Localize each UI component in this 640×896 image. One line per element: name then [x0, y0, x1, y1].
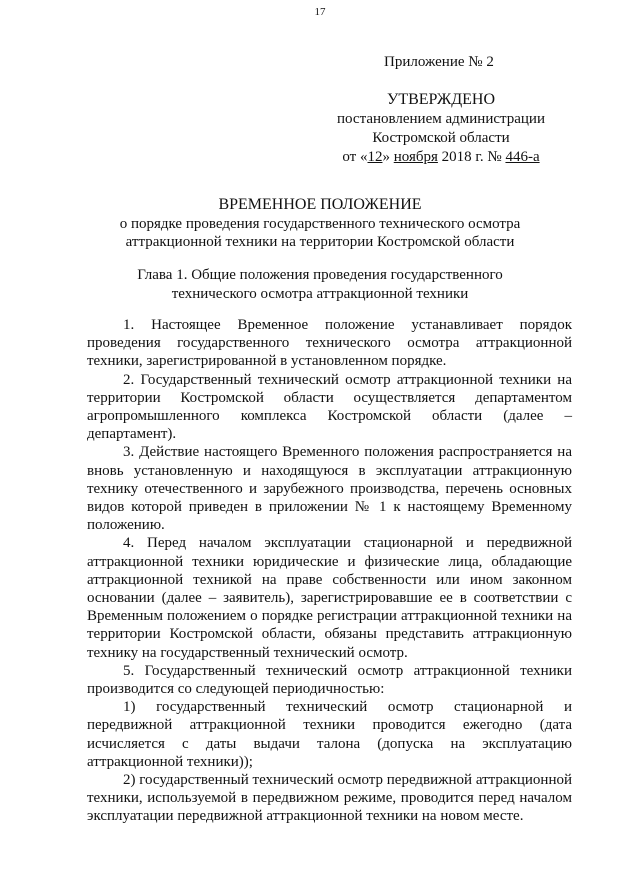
- approval-line-2: Костромской области: [372, 130, 510, 146]
- document-subtitle-line-1: о порядке проведения государственного технического осмотра: [119, 216, 521, 232]
- paragraph-2: 2. Государственный технический осмотр аттракционной техники на территории Костромской области осуществляется департаментом агропромышленного комплекса Костромской области (далее – департамент).: [87, 371, 572, 443]
- paragraph-5: 5. Государственный технический осмотр аттракционной техники производится со следующей периодичностью:: [87, 662, 572, 698]
- subitem-2: 2) государственный технический осмотр передвижной аттракционной техники, используемой в передвижном режиме, проводится перед началом эксплуатации передвижной аттракционной техники на новом месте.: [87, 772, 572, 825]
- document-title: ВРЕМЕННОЕ ПОЛОЖЕНИЕ: [218, 196, 422, 213]
- chapter-heading: [80, 266, 560, 304]
- page-number: 17: [314, 6, 326, 18]
- date-year: 2018 г. №: [437, 149, 506, 165]
- document-title-block: [80, 196, 560, 251]
- date-month: ноября: [393, 149, 438, 165]
- date-mid: »: [382, 149, 394, 165]
- document-body: [87, 316, 572, 826]
- approval-block: [322, 90, 560, 167]
- appendix-label: Приложение № 2: [384, 54, 494, 70]
- date-prefix: от «: [342, 149, 368, 165]
- approved-heading: УТВЕРЖДЕНО: [386, 91, 495, 108]
- paragraph-3: 3. Действие настоящего Временного положения распространяется на вновь установленную и находящуюся в эксплуатации аттракционную технику отечественного и зарубежного производства, перечень основных видов которой приведен в приложении № 1 к настоящему Временному положению.: [87, 444, 572, 534]
- document-subtitle-line-2: аттракционной техники на территории Костромской области: [125, 234, 515, 250]
- chapter-heading-line-2: технического осмотра аттракционной техники: [171, 286, 469, 302]
- document-number: 446-а: [505, 149, 540, 165]
- date-day: 12: [367, 149, 383, 165]
- paragraph-1: 1. Настоящее Временное положение устанавливает порядок проведения государственного технического осмотра аттракционной техники, зарегистрированной в установленном порядке.: [87, 317, 572, 370]
- chapter-heading-line-1: Глава 1. Общие положения проведения государственного: [137, 267, 503, 283]
- paragraph-4: 4. Перед началом эксплуатации стационарной и передвижной аттракционной техники юридические и физические лица, обладающие аттракционной техникой на праве собственности или ином законном основании (далее – заявитель), зарегистрировавшие ее в соответствии с Временным положением о порядке регистрации аттракционной техники на территории Костромской области, обязаны представить аттракционную технику на государственный технический осмотр.: [87, 535, 572, 661]
- approval-date-line: [322, 148, 560, 167]
- approval-line-1: постановлением администрации: [337, 111, 545, 127]
- subitem-1: 1) государственный технический осмотр стационарной и передвижной аттракционной техники проводится ежегодно (дата исчисляется с даты выдачи талона (допуска на эксплуатацию аттракционной техники));: [87, 699, 572, 770]
